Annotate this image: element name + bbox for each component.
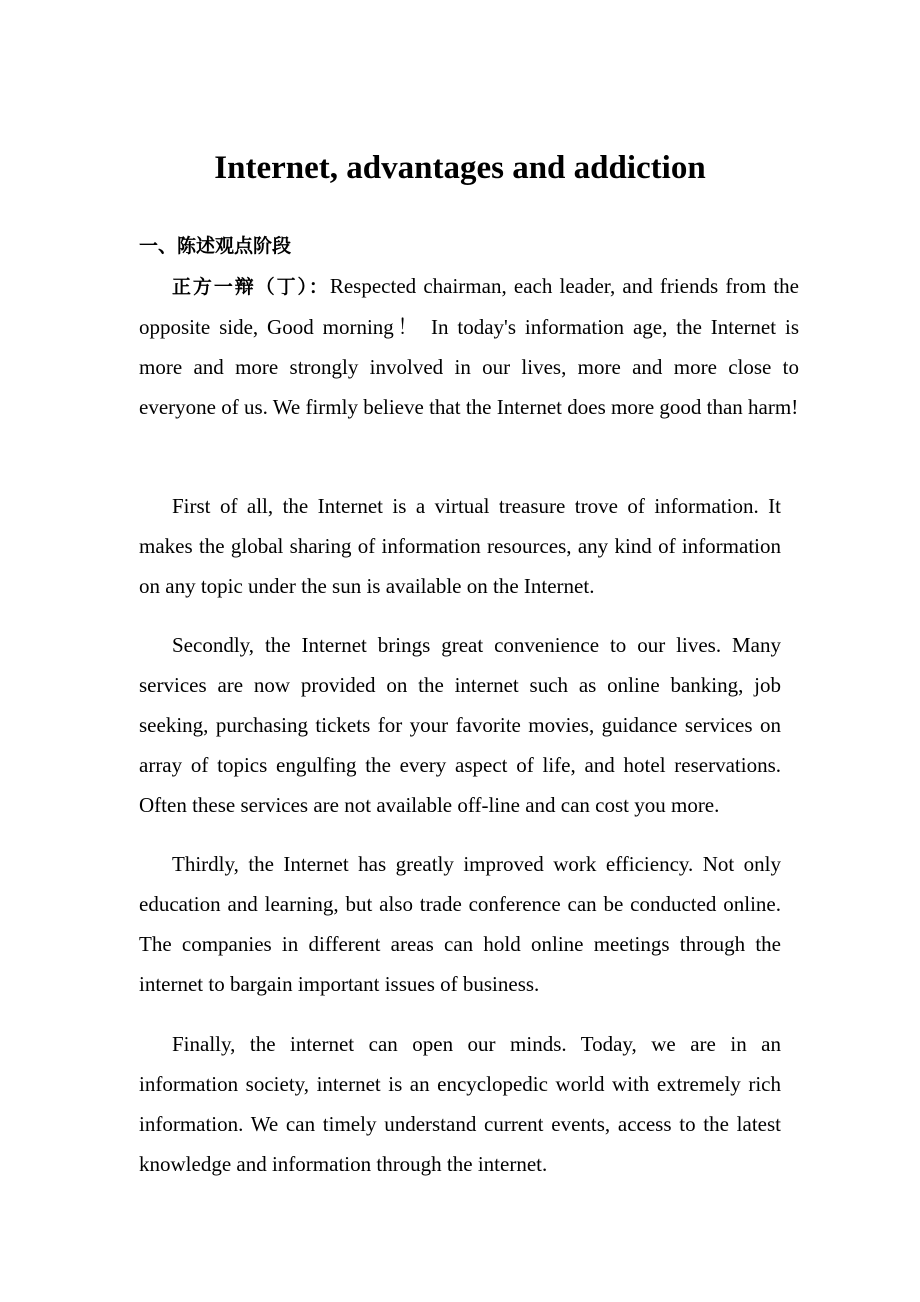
- paragraph-third-point: Thirdly, the Internet has greatly improved work efficiency. Not only education and learning, but also trade conference can be conducted online. The companies in different areas can hold online meetings through the internet to bargain important issues of business.: [139, 852, 781, 996]
- page-title: Internet, advantages and addiction: [214, 150, 706, 186]
- paragraph-second-point: Secondly, the Internet brings great convenience to our lives. Many services are now provided on the internet such as online banking, job seeking, purchasing tickets for your favorite movies, guidance services on array of topics engulfing the every aspect of life, and hotel reservations. Often these services are not available off-line and can cost you more.: [139, 633, 781, 817]
- paragraph-final-point: Finally, the internet can open our minds. Today, we are in an information society, internet is an encyclopedic world with extremely rich information. We can timely understand current events, access to the latest knowledge and information through the internet.: [139, 1032, 781, 1176]
- paragraph-text: Respected chairman, each leader, and friends from the opposite side, Good morning！ In today's information age, the Internet is more and more strongly involved in our lives, more and more close to everyone of us. We firmly believe that the Internet does more good than harm!: [139, 274, 799, 419]
- paragraph-first-point: First of all, the Internet is a virtual treasure trove of information. It makes the global sharing of information resources, any kind of information on any topic under the sun is available on the Internet.: [139, 494, 781, 598]
- speaker-label: 正方一辩（丁）：: [172, 276, 330, 298]
- paragraph-opening-statement: [139, 266, 799, 427]
- section-heading: 一、陈述观点阶段: [139, 235, 292, 257]
